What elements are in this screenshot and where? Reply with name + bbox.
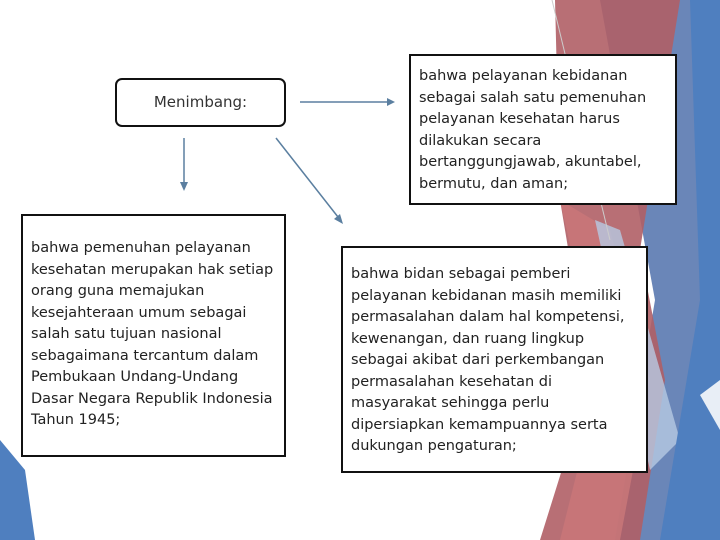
consideration-box-3 xyxy=(341,246,648,473)
arrow-diagonal xyxy=(276,138,338,217)
consideration-box-2 xyxy=(21,214,286,457)
consideration-text-3: bahwa bidan sebagai pemberi pelayanan kebidanan masih memiliki permasalahan dalam hal kompetensi, kewenangan, dan ruang lingkup sebagai akibat dari perkembangan permasalahan kesehatan di masyarakat sehingga perlu dipersiapkan kemampuannya serta dukungan pengaturan; xyxy=(351,266,625,454)
menimbang-heading-box xyxy=(115,78,286,127)
menimbang-heading: Menimbang: xyxy=(153,92,248,111)
consideration-box-1 xyxy=(409,54,677,205)
consideration-text-1: bahwa pelayanan kebidanan sebagai salah satu pemenuhan pelayanan kesehatan harus dilakukan secara bertanggungjawab, akuntabel, bermutu, dan aman; xyxy=(419,68,647,192)
consideration-text-2: bahwa pemenuhan pelayanan kesehatan merupakan hak setiap orang guna memajukan kesejahteraan umum sebagai salah satu tujuan nasional sebagaimana tercantum dalam Pembukaan Undang-Undang Dasar Negara Republik Indonesia Tahun 1945; xyxy=(31,240,274,428)
